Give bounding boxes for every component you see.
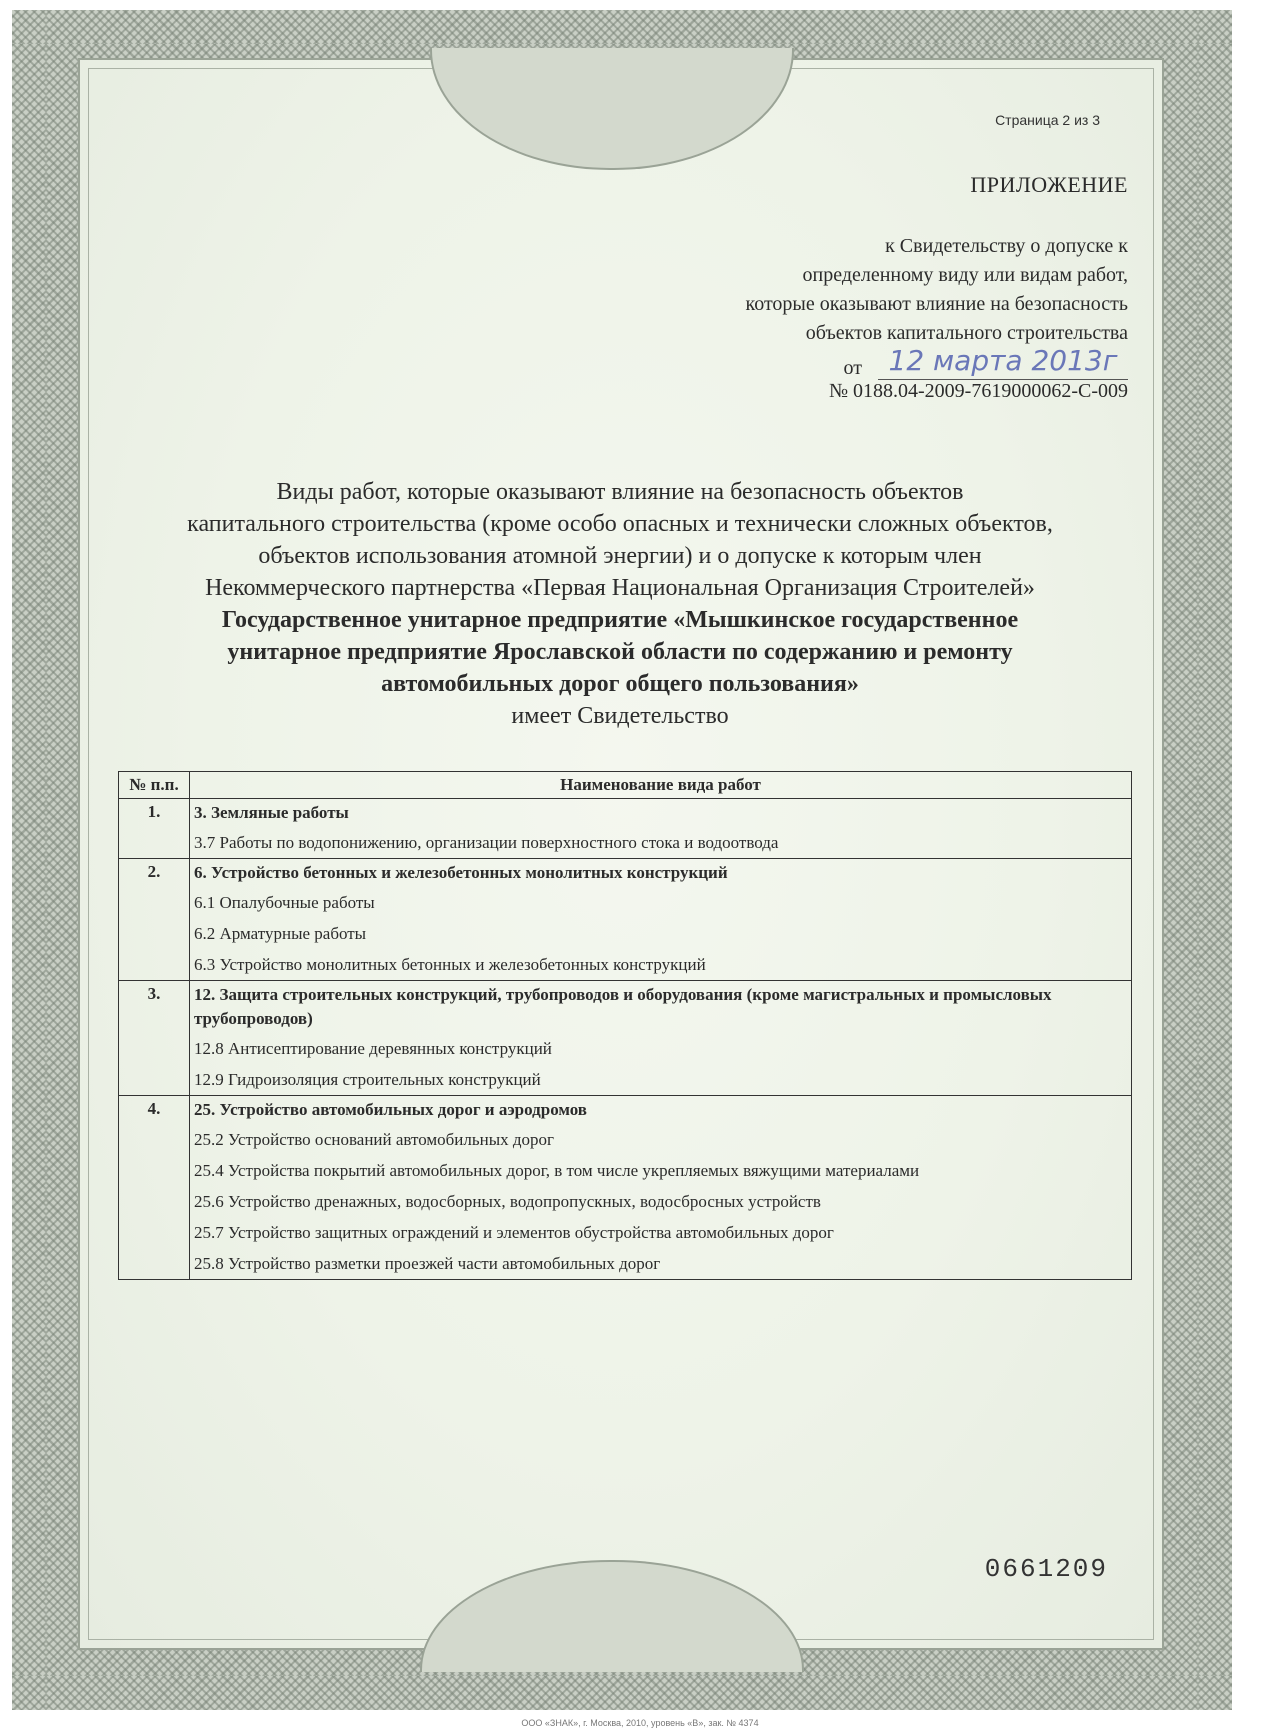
address-line: определенному виду или видам работ, [802, 264, 1128, 286]
table-row [119, 1096, 1132, 1280]
handwritten-date: 12 марта 2013г [878, 344, 1128, 380]
appendix-address [568, 232, 1128, 348]
table-row [119, 859, 1132, 981]
table-row [119, 799, 1132, 859]
work-item: 6.1 Опалубочные работы [194, 893, 375, 912]
work-item: 25.6 Устройство дренажных, водосборных, водопропускных, водосбросных устройств [194, 1192, 821, 1211]
row-number: 2. [119, 859, 190, 981]
address-line: к Свидетельству о допуске к [885, 235, 1128, 257]
date-line [844, 344, 1128, 380]
printer-footer: ООО «ЗНАК», г. Москва, 2010, уровень «В», зак. № 4374 [521, 1718, 759, 1728]
row-number: 4. [119, 1096, 190, 1280]
work-group [190, 981, 1132, 1096]
work-group [190, 799, 1132, 859]
heading-line: объектов использования атомной энергии) и о допуске к которым член [258, 543, 982, 569]
serial-number: 0661209 [984, 1554, 1108, 1584]
work-item: 25.2 Устройство оснований автомобильных дорог [194, 1130, 555, 1149]
work-item: 25.8 Устройство разметки проезжей части автомобильных дорог [194, 1254, 661, 1273]
appendix-title: ПРИЛОЖЕНИЕ [970, 172, 1128, 197]
group-title: 6. Устройство бетонных и железобетонных монолитных конструкций [194, 863, 728, 882]
document-heading [110, 476, 1130, 732]
column-header-name: Наименование вида работ [190, 772, 1132, 799]
work-group [190, 859, 1132, 981]
heading-line: капитального строительства (кроме особо опасных и технически сложных объектов, [187, 511, 1053, 537]
row-number: 3. [119, 981, 190, 1096]
organization-line: Государственное унитарное предприятие «Мышкинское государственное [221, 607, 1019, 633]
work-item: 12.9 Гидроизоляция строительных конструкций [194, 1070, 541, 1089]
heading-end: имеет Свидетельство [511, 703, 729, 729]
group-title: 12. Защита строительных конструкций, трубопроводов и оборудования (кроме магистральных и промысловых трубопроводов) [194, 985, 1052, 1028]
group-title: 25. Устройство автомобильных дорог и аэродромов [194, 1100, 587, 1119]
heading-line: Виды работ, которые оказывают влияние на безопасность объектов [276, 479, 964, 505]
address-line: объектов капитального строительства [805, 322, 1128, 344]
organization-line: унитарное предприятие Ярославской области по содержанию и ремонту [227, 639, 1013, 665]
group-title: 3. Земляные работы [194, 803, 349, 822]
work-item: 3.7 Работы по водопонижению, организации поверхностного стока и водоотвода [194, 833, 779, 852]
column-header-number: № п.п. [119, 772, 190, 799]
table-header-row [119, 772, 1132, 799]
work-item: 25.7 Устройство защитных ограждений и элементов обустройства автомобильных дорог [194, 1223, 834, 1242]
work-item: 6.3 Устройство монолитных бетонных и железобетонных конструкций [194, 955, 706, 974]
organization-line: автомобильных дорог общего пользования» [381, 671, 859, 697]
page-label: Страница 2 из 3 [995, 112, 1100, 128]
date-prefix: от [843, 357, 862, 379]
work-item: 6.2 Арматурные работы [194, 924, 367, 943]
address-line: которые оказывают влияние на безопасность [745, 293, 1128, 315]
work-group [190, 1096, 1132, 1280]
certificate-number: № 0188.04-2009-7619000062-С-009 [828, 380, 1128, 402]
row-number: 1. [119, 799, 190, 859]
work-item: 25.4 Устройства покрытий автомобильных дорог, в том числе укрепляемых вяжущими материалами [194, 1161, 920, 1180]
works-table [118, 771, 1132, 1280]
heading-line: Некоммерческого партнерства «Первая Национальная Организация Строителей» [205, 575, 1035, 601]
table-row [119, 981, 1132, 1096]
work-item: 12.8 Антисептирование деревянных конструкций [194, 1039, 552, 1058]
